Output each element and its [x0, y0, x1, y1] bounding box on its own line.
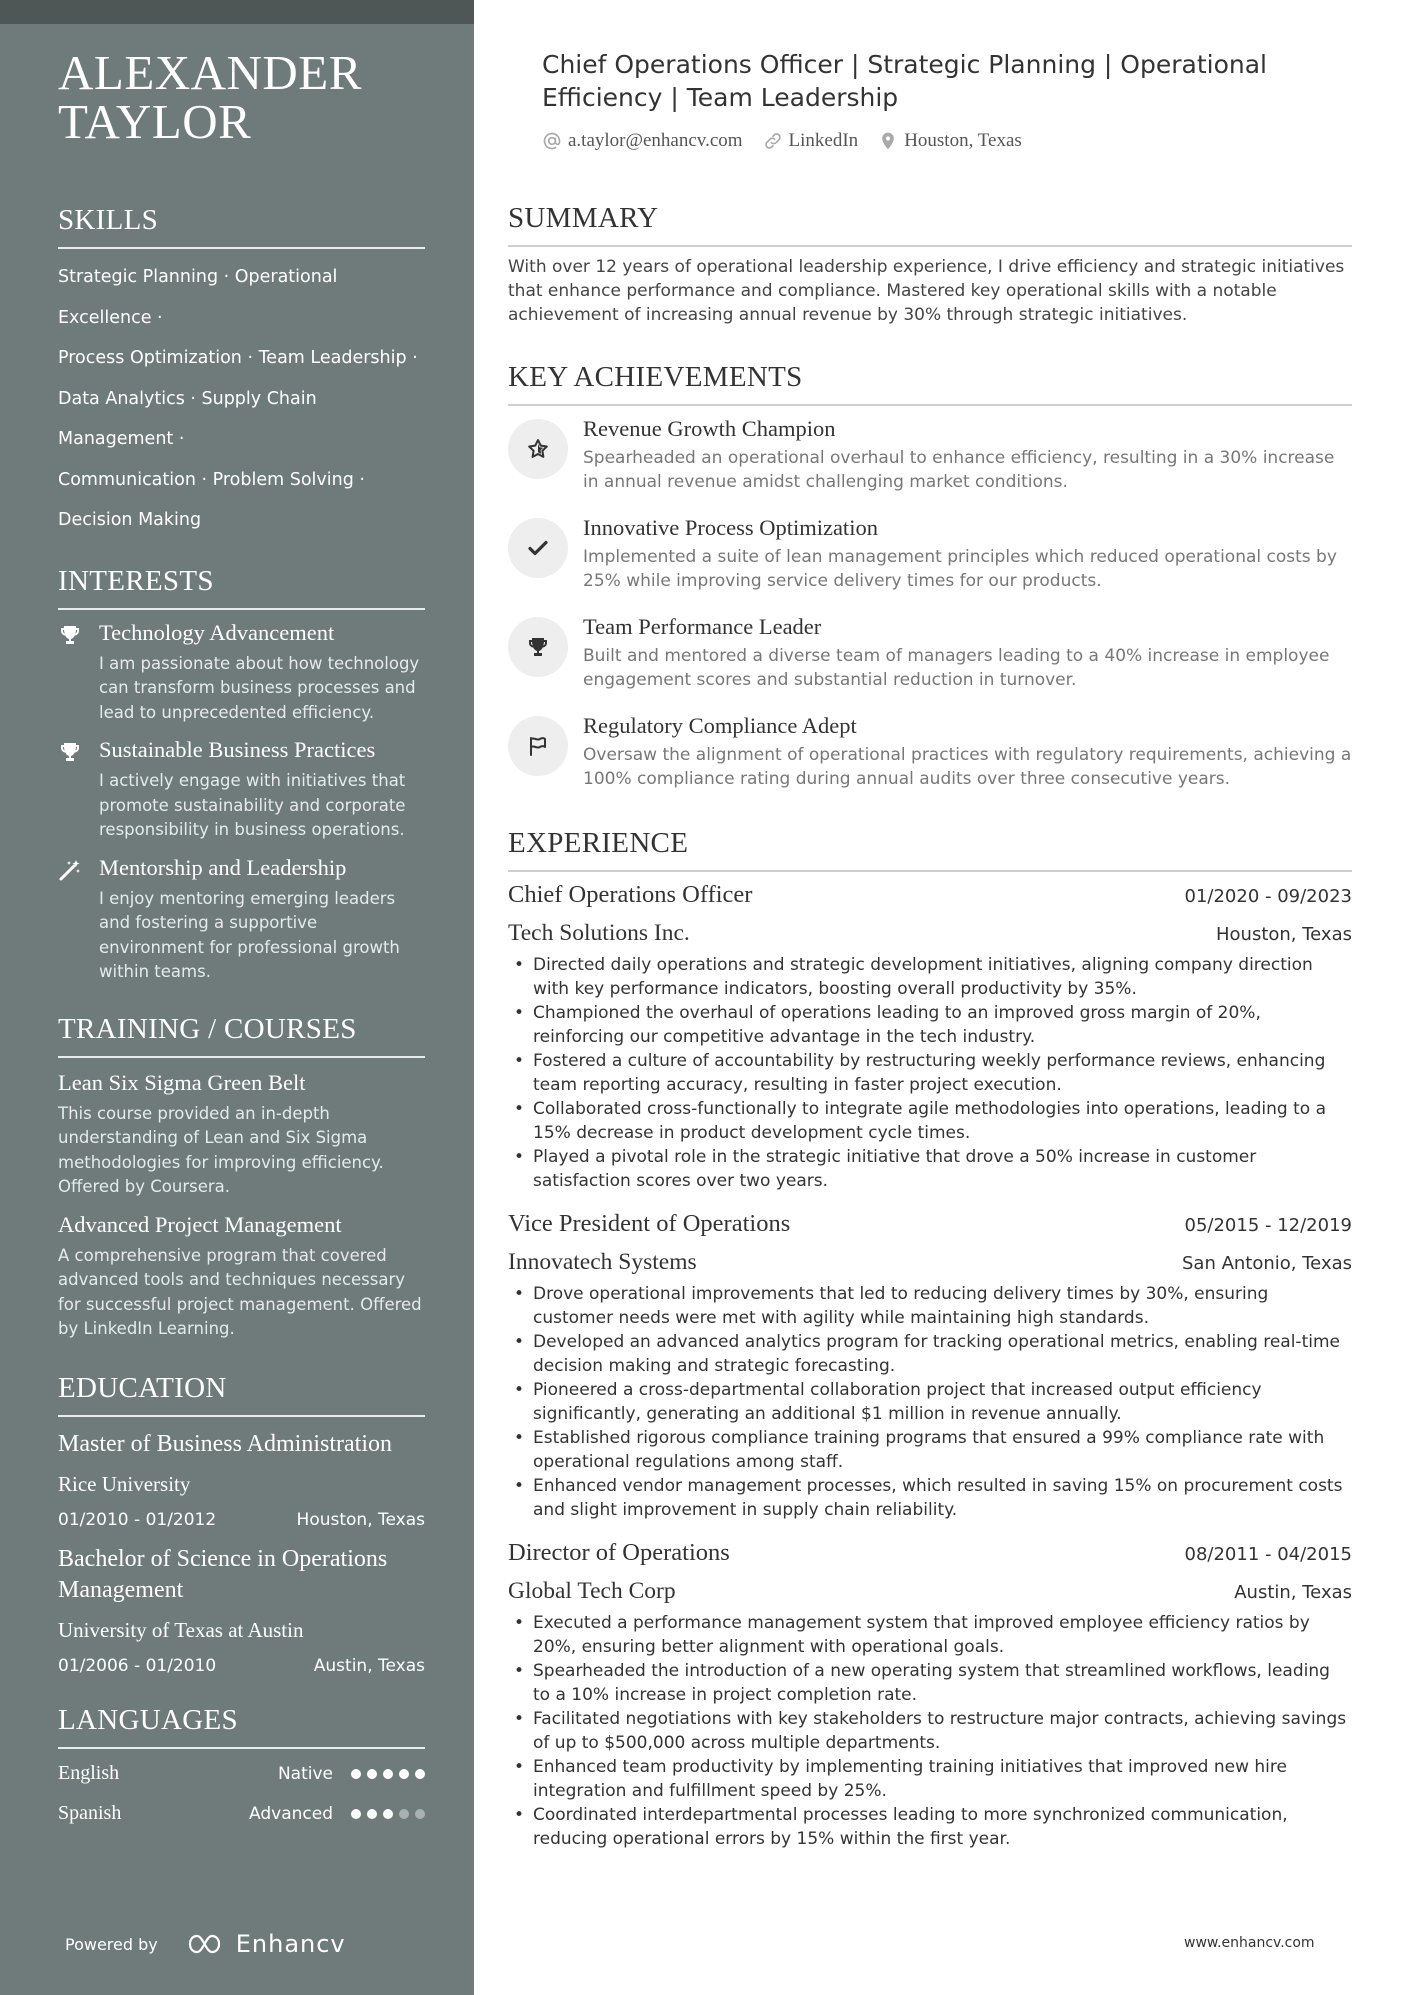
summary-section [508, 202, 1352, 327]
powered-by [65, 1930, 346, 1958]
summary-title: SUMMARY [508, 202, 1352, 247]
rating-dot [415, 1769, 425, 1779]
job-bullet: • Developed an advanced analytics program for tracking operational metrics, enabling real-time decision making and strategic forecasting. [508, 1330, 1352, 1378]
job-bullet: • Executed a performance management system that improved employee efficiency ratios by 20%, ensuring better alignment with operational goals. [508, 1611, 1352, 1659]
achievement-title: Team Performance Leader [583, 614, 822, 639]
star-icon [526, 437, 550, 461]
languages-title: LANGUAGES [58, 1704, 425, 1749]
skills-line: Strategic Planning · Operational Excellence · [58, 267, 338, 328]
training-section [58, 1013, 425, 1342]
interest-desc: I enjoy mentoring emerging leaders and fostering a supportive environment for professional growth within teams. [99, 888, 400, 981]
training-title: TRAINING / COURSES [58, 1013, 425, 1058]
job-bullet: • Spearheaded the introduction of a new operating system that streamlined workflows, leading to a 10% increase in project completion rate. [508, 1659, 1352, 1707]
job-entry [508, 878, 1352, 1193]
course-desc: This course provided an in-depth understanding of Lean and Six Sigma methodologies for improving efficiency. Offered by Coursera. [58, 1103, 384, 1196]
job-dates: 05/2015 - 12/2019 [1184, 1215, 1352, 1236]
skills-line: Process Optimization · Team Leadership · [58, 348, 418, 368]
contact-linkedin[interactable] [763, 130, 859, 152]
interest-item [58, 618, 425, 726]
job-bullet: • Facilitated negotiations with key stakeholders to restructure major contracts, achieving savings of up to $500,000 across multiple departments. [508, 1707, 1352, 1755]
skills-line: Communication · Problem Solving · [58, 469, 365, 490]
enhancv-logo-icon [186, 1932, 230, 1956]
trophy-icon [58, 623, 82, 647]
interest-title: Mentorship and Leadership [99, 854, 347, 880]
contact-email[interactable] [542, 130, 743, 152]
language-rating [351, 1769, 425, 1779]
job-entry [508, 1207, 1352, 1522]
trophy-icon [58, 740, 82, 764]
candidate-name: ALEXANDER TAYLOR [58, 45, 362, 149]
skills-section [58, 204, 425, 541]
job-bullet: • Championed the overhaul of operations leading to an improved gross margin of 20%, reinforcing our competitive advantage in the tech industry. [508, 1001, 1352, 1049]
interest-title: Sustainable Business Practices [99, 737, 376, 762]
language-level: Advanced [249, 1803, 333, 1824]
checkmark-icon [526, 536, 550, 560]
rating-dot [399, 1769, 409, 1779]
achievement-icon-circle [508, 419, 568, 479]
trophy-icon [526, 635, 550, 659]
achievement-item [508, 513, 1352, 603]
job-header [508, 1536, 1352, 1569]
job-dates: 01/2020 - 09/2023 [1184, 886, 1352, 907]
rating-dot [399, 1809, 409, 1819]
sidebar-top-bar [0, 0, 474, 24]
link-icon [763, 131, 783, 151]
skills-line: Data Analytics · Supply Chain Management · [58, 388, 317, 449]
language-row [58, 1801, 425, 1827]
at-icon [542, 131, 562, 151]
sidebar [0, 0, 474, 1995]
achievement-desc: Spearheaded an operational overhaul to enhance efficiency, resulting in a 30% increase in annual revenue amidst challenging market conditions. [583, 448, 1335, 492]
education-item [58, 1544, 425, 1678]
skills-line: Decision Making [58, 510, 202, 530]
rating-dot [367, 1809, 377, 1819]
achievement-item [508, 414, 1352, 504]
achievement-desc: Implemented a suite of lean management principles which reduced operational costs by 25% while improving service delivery times for our products. [583, 547, 1337, 591]
experience-title: EXPERIENCE [508, 827, 1352, 872]
job-company: Global Tech Corp [508, 1578, 676, 1604]
enhancv-logo[interactable] [186, 1930, 346, 1958]
interest-desc: I actively engage with initiatives that promote sustainability and corporate responsibility in business operations. [99, 771, 406, 839]
job-header [508, 1207, 1352, 1240]
achievement-desc: Built and mentored a diverse team of managers leading to a 40% increase in employee engagement scores and substantial reduction in turnover. [583, 646, 1330, 690]
education-dates: 01/2006 - 01/2010 [58, 1655, 217, 1676]
course-title: Lean Six Sigma Green Belt [58, 1069, 306, 1095]
achievements-title: KEY ACHIEVEMENTS [508, 361, 1352, 406]
achievement-desc: Oversaw the alignment of operational practices with regulatory requirements, achieving a 100% compliance rating during annual audits over three consecutive years. [583, 745, 1352, 789]
job-dates: 08/2011 - 04/2015 [1184, 1544, 1352, 1565]
job-bullet: • Fostered a culture of accountability by restructuring weekly performance reviews, enhancing team reporting accuracy, resulting in faster project execution. [508, 1049, 1352, 1097]
interest-item [58, 853, 425, 985]
job-role: Vice President of Operations [508, 1210, 791, 1237]
school: Rice University [58, 1471, 191, 1496]
job-header [508, 878, 1352, 911]
job-subheader [508, 1240, 1352, 1278]
education-item [58, 1429, 425, 1532]
interests-section [58, 565, 425, 985]
job-bullet: • Enhanced team productivity by implementing training initiatives that improved new hire integration and fulfillment speed by 25%. [508, 1755, 1352, 1803]
job-bullet: • Directed daily operations and strategic development initiatives, aligning company direction with key performance indicators, boosting overall productivity by 35%. [508, 953, 1352, 1001]
linkedin-text: LinkedIn [788, 130, 859, 151]
experience-section [508, 827, 1352, 1851]
location-text: Houston, Texas [904, 130, 1022, 151]
achievement-title: Regulatory Compliance Adept [583, 713, 857, 738]
achievement-title: Innovative Process Optimization [583, 515, 878, 540]
job-bullets [508, 1282, 1352, 1522]
job-location: Austin, Texas [1234, 1582, 1352, 1603]
job-role: Chief Operations Officer [508, 881, 753, 908]
languages-section [58, 1704, 425, 1827]
skills-title: SKILLS [58, 204, 425, 249]
course-title: Advanced Project Management [58, 1211, 342, 1237]
email-text: a.taylor@enhancv.com [568, 130, 743, 151]
job-bullet: • Pioneered a cross-departmental collaboration project that increased output efficiency significantly, generating an additional $1 million in revenue annually. [508, 1378, 1352, 1426]
achievement-icon-circle [508, 518, 568, 578]
rating-dot [367, 1769, 377, 1779]
job-bullet: • Established rigorous compliance training programs that ensured a 99% compliance rate with operational regulations among staff. [508, 1426, 1352, 1474]
education-meta [58, 1654, 425, 1678]
job-bullet: • Drove operational improvements that led to reducing delivery times by 30%, ensuring customer needs were met with agility while maintaining high standards. [508, 1282, 1352, 1330]
job-role: Director of Operations [508, 1539, 730, 1566]
degree: Bachelor of Science in Operations Management [58, 1545, 388, 1603]
job-entry [508, 1536, 1352, 1851]
education-location: Austin, Texas [313, 1655, 425, 1676]
location-pin-icon [878, 131, 898, 151]
job-location: Houston, Texas [1215, 924, 1352, 945]
job-bullet: • Collaborated cross-functionally to integrate agile methodologies into operations, leading to a 15% decrease in product development cycle times. [508, 1097, 1352, 1145]
headline: Chief Operations Officer | Strategic Planning | Operational Efficiency | Team Leadership [542, 50, 1267, 112]
rating-dot [351, 1769, 361, 1779]
interest-desc: I am passionate about how technology can transform business processes and lead to unprecedented efficiency. [99, 653, 420, 722]
magic-wand-icon [58, 858, 82, 882]
education-meta [58, 1508, 425, 1532]
achievement-item [508, 612, 1352, 702]
interests-title: INTERESTS [58, 565, 425, 610]
education-location: Houston, Texas [296, 1509, 425, 1530]
language-name: Spanish [58, 1802, 122, 1824]
rating-dot [415, 1809, 425, 1819]
education-title: EDUCATION [58, 1372, 425, 1417]
powered-label: Powered by [65, 1934, 158, 1954]
job-company: Tech Solutions Inc. [508, 920, 690, 946]
achievements-section [508, 361, 1352, 801]
achievement-title: Revenue Growth Champion [583, 416, 836, 441]
course-item [58, 1068, 425, 1200]
achievement-icon-circle [508, 617, 568, 677]
job-subheader [508, 911, 1352, 949]
job-bullet: • Played a pivotal role in the strategic initiative that drove a 50% increase in customer satisfaction scores over two years. [508, 1145, 1352, 1193]
summary-text: With over 12 years of operational leadership experience, I drive efficiency and strategic initiatives that enhance performance and compliance. Mastered key operational skills with a notable achievement of increasing annual revenue by 30% through strategic initiatives. [508, 257, 1345, 325]
education-section [58, 1372, 425, 1678]
school: University of Texas at Austin [58, 1617, 304, 1642]
course-desc: A comprehensive program that covered advanced tools and techniques necessary for successful project management. Offered by LinkedIn Learning. [58, 1245, 422, 1338]
job-location: San Antonio, Texas [1182, 1253, 1352, 1274]
interest-title: Technology Advancement [99, 619, 335, 645]
achievement-item [508, 711, 1352, 801]
job-bullets [508, 953, 1352, 1193]
education-dates: 01/2010 - 01/2012 [58, 1509, 217, 1530]
contact-location [878, 130, 1022, 152]
rating-dot [383, 1769, 393, 1779]
job-bullets [508, 1611, 1352, 1851]
language-row [58, 1761, 425, 1787]
rating-dot [383, 1809, 393, 1819]
job-company: Innovatech Systems [508, 1249, 697, 1275]
enhancv-brand: Enhancv [235, 1930, 346, 1958]
language-rating [351, 1809, 425, 1819]
skills-list [58, 257, 425, 541]
language-level: Native [277, 1763, 333, 1784]
rating-dot [351, 1809, 361, 1819]
achievement-icon-circle [508, 716, 568, 776]
job-subheader [508, 1569, 1352, 1607]
job-bullet: • Coordinated interdepartmental processes leading to more synchronized communication, reducing operational errors by 15% within the first year. [508, 1803, 1352, 1851]
language-name: English [58, 1762, 120, 1784]
course-item [58, 1210, 425, 1342]
job-bullet: • Enhanced vendor management processes, which resulted in saving 15% on procurement costs and slight improvement in supply chain reliability. [508, 1474, 1352, 1522]
flag-icon [526, 734, 550, 758]
footer-site-link[interactable]: www.enhancv.com [1184, 1935, 1315, 1951]
degree: Master of Business Administration [58, 1430, 392, 1457]
contact-bar [542, 130, 1042, 152]
interest-item [58, 735, 425, 843]
